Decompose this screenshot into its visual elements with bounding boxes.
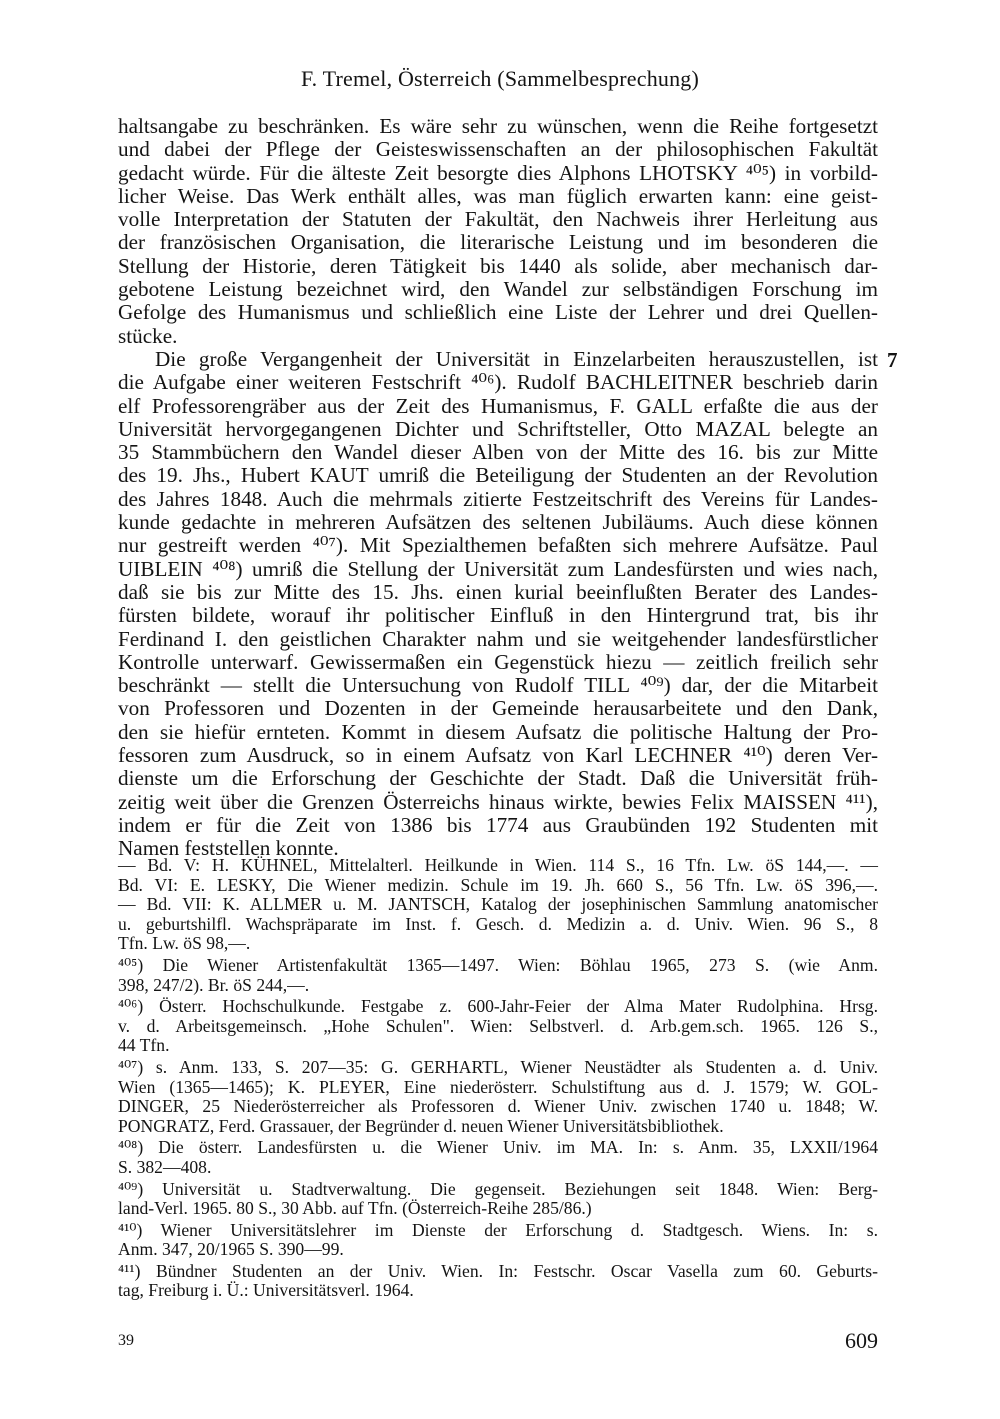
footnote-line: Wien (1365—1465); K. PLEYER, Eine niederösterr. Schulstiftung aus d. J. 1579; W. GOL- bbox=[118, 1076, 878, 1097]
text-line: den sie hiefür ernteten. Kommt in diesem Aufsatz die politische Haltung der Pro- bbox=[118, 719, 878, 744]
footnote-line: ⁴¹¹) Bündner Studenten an der Univ. Wien. In: Festschr. Oscar Vasella zum 60. Geburts- bbox=[118, 1260, 878, 1281]
footnote bbox=[118, 1180, 878, 1219]
footnote-line: DINGER, 25 Niederösterreicher als Professoren d. Wiener Univ. zwischen 1740 u. 1848; W. bbox=[118, 1096, 878, 1117]
footnote-line: tag, Freiburg i. Ü.: Universitätsverl. 1964. bbox=[118, 1280, 414, 1301]
text-line: Universität hervorgegangenen Dichter und Schriftsteller, Otto MAZAL belegte an bbox=[118, 416, 878, 441]
text-line: gebotene Leistung bezeichnet wird, den Wandel zur selbständigen Forschung im bbox=[118, 277, 878, 302]
text-line: haltsangabe zu beschränken. Es wäre sehr zu wünschen, wenn die Reihe fortgesetzt bbox=[118, 114, 878, 138]
text-line: kunde gedachte in mehreren Aufsätzen des seltenen Jubiläums. Auch diese können bbox=[118, 510, 878, 535]
footnote-line: ⁴⁰⁷) s. Anm. 133, S. 207—35: G. GERHARTL, Wiener Neustädter als Studenten a. d. Univ. bbox=[118, 1056, 878, 1077]
text-line: der französischen Organisation, die literarische Leistung und im besonderen die bbox=[118, 230, 878, 255]
text-line: stücke. bbox=[118, 323, 178, 348]
text-line: fessoren zum Ausdruck, so in einem Aufsatz von Karl LECHNER ⁴¹⁰) deren Ver- bbox=[118, 743, 878, 768]
footnote-line: ⁴⁰⁹) Universität u. Stadtverwaltung. Die gegenseit. Beziehungen seit 1848. Wien: Berg- bbox=[118, 1178, 878, 1199]
footnote-line: PONGRATZ, Ferd. Grassauer, der Begründer d. neuen Wiener Universitätsbibliothek. bbox=[118, 1115, 724, 1136]
margin-note: 7 bbox=[887, 348, 898, 372]
text-line: Gefolge des Humanismus und schließlich eine Liste der Lehrer und drei Quellen- bbox=[118, 300, 878, 325]
footnote-line: Tfn. Lw. öS 98,—. bbox=[118, 933, 251, 954]
footnote bbox=[118, 1262, 878, 1301]
text-line: von Professoren und Dozenten in der Gemeinde herausarbeitete und den Dank, bbox=[118, 696, 878, 721]
footnotes bbox=[118, 856, 878, 1303]
text-line: Ferdinand I. den geistlichen Charakter nahm und sie weitgehender landesfürstlicher bbox=[118, 626, 878, 651]
text-line: die Aufgabe einer weiteren Festschrift ⁴⁰⁶). Rudolf BACHLEITNER beschrieb darin bbox=[118, 370, 878, 395]
text-line: gedacht würde. Für die älteste Zeit besorgte dies Alphons LHOTSKY ⁴⁰⁵) in vorbild- bbox=[118, 160, 878, 185]
footnote bbox=[118, 856, 878, 954]
footnote-line: ⁴¹⁰) Wiener Universitätslehrer im Dienste der Erforschung d. Stadtgesch. Wiens. In: s. bbox=[118, 1219, 878, 1240]
footnote-line: 44 Tfn. bbox=[118, 1035, 170, 1056]
footnote-line: — Bd. VII: K. ALLMER u. M. JANTSCH, Katalog der josephinischen Sammlung anatomischer bbox=[118, 894, 878, 915]
text-line: Kontrolle unterwarf. Gewissermaßen ein Gegenstück hiezu — zeitlich freilich sehr bbox=[118, 649, 878, 674]
footnote-line: land-Verl. 1965. 80 S., 30 Abb. auf Tfn. (Österreich-Reihe 285/86.) bbox=[118, 1198, 592, 1219]
text-line: daß sie bis zur Mitte des 15. Jhs. einen kurial beeinflußten Berater des Landes- bbox=[118, 579, 878, 604]
footnote-line: Anm. 347, 20/1965 S. 390—99. bbox=[118, 1239, 344, 1260]
text-line: 35 Stammbüchern den Wandel dieser Alben von der Mitte des 16. bis zur Mitte bbox=[118, 440, 878, 465]
footnote-line: u. geburtshilfl. Wachspräparate im Inst. f. Gesch. d. Medizin a. d. Univ. Wien. 96 S., 8 bbox=[118, 913, 878, 934]
text-line: volle Interpretation der Statuten der Fakultät, den Nachweis ihrer Herleitung aus bbox=[118, 207, 878, 232]
footnote-line: ⁴⁰⁸) Die österr. Landesfürsten u. die Wiener Univ. im MA. In: s. Anm. 35, LXXII/1964 bbox=[118, 1137, 878, 1158]
text-line: des 19. Jhs., Hubert KAUT umriß die Beteiligung der Studenten an der Revolution bbox=[118, 463, 878, 488]
footnote-line: Bd. VI: E. LESKY, Die Wiener medizin. Schule im 19. Jh. 660 S., 56 Tfn. Lw. öS 396,—. bbox=[118, 874, 878, 895]
footnote bbox=[118, 1138, 878, 1177]
page-number: 609 bbox=[845, 1328, 878, 1353]
text-line: fürsten bildete, worauf ihr politischer Einfluß in den Hintergrund trat, bis ihr bbox=[118, 603, 878, 628]
main-text bbox=[118, 115, 878, 861]
text-line: und dabei der Pflege der Geisteswissenschaften an der philosophischen Fakultät bbox=[118, 137, 878, 162]
footnote bbox=[118, 1058, 878, 1136]
footnote bbox=[118, 956, 878, 995]
text-line: UIBLEIN ⁴⁰⁸) umriß die Stellung der Universität zum Landesfürsten und wies nach, bbox=[118, 556, 878, 581]
footnote-line: 398, 247/2). Br. öS 244,—. bbox=[118, 974, 310, 995]
text-line: Die große Vergangenheit der Universität in Einzelarbeiten herauszustellen, ist bbox=[155, 346, 878, 371]
text-line: elf Professorengräber aus der Zeit des Humanismus, F. GALL erfaßte die aus der bbox=[118, 393, 878, 418]
text-line: des Jahres 1848. Auch die mehrmals zitierte Festzeitschrift des Vereins für Landes- bbox=[118, 486, 878, 511]
footnote-line: v. d. Arbeitsgemeinsch. „Hohe Schulen". Wien: Selbstverl. d. Arb.gem.sch. 1965. 126 S., bbox=[118, 1015, 878, 1036]
footnote-line: — Bd. V: H. KÜHNEL, Mittelalterl. Heilkunde in Wien. 114 S., 16 Tfn. Lw. öS 144,—. — bbox=[118, 855, 878, 875]
text-line: Stellung der Historie, deren Tätigkeit bis 1440 als solide, aber mechanisch dar- bbox=[118, 253, 878, 278]
text-line: Namen feststellen konnte. bbox=[118, 836, 339, 861]
text-line: indem er für die Zeit von 1386 bis 1774 aus Graubünden 192 Studenten mit bbox=[118, 812, 878, 837]
footnote-line: ⁴⁰⁶) Österr. Hochschulkunde. Festgabe z. 600-Jahr-Feier der Alma Mater Rudolphina. Hrsg. bbox=[118, 996, 878, 1017]
footnote bbox=[118, 997, 878, 1056]
text-line: dienste um die Erforschung der Geschichte der Stadt. Daß die Universität früh- bbox=[118, 766, 878, 791]
running-head: F. Tremel, Österreich (Sammelbesprechung) bbox=[300, 66, 700, 91]
text-line: beschränkt — stellt die Untersuchung von Rudolf TILL ⁴⁰⁹) dar, der die Mitarbeit bbox=[118, 673, 878, 698]
footnote-line: S. 382—408. bbox=[118, 1156, 212, 1177]
footnote-line: ⁴⁰⁵) Die Wiener Artistenfakultät 1365—1497. Wien: Böhlau 1965, 273 S. (wie Anm. bbox=[118, 954, 878, 975]
signature-mark: 39 bbox=[118, 1332, 134, 1349]
text-line: licher Weise. Das Werk enthält alles, was man füglich erwarten kann: eine geist- bbox=[118, 183, 878, 208]
text-line: nur gestreift werden ⁴⁰⁷). Mit Spezialthemen befaßten sich mehrere Aufsätze. Paul bbox=[118, 533, 878, 558]
text-line: zeitig weit über die Grenzen Österreichs hinaus wirkte, bewies Felix MAISSEN ⁴¹¹), bbox=[118, 789, 878, 814]
footnote bbox=[118, 1221, 878, 1260]
